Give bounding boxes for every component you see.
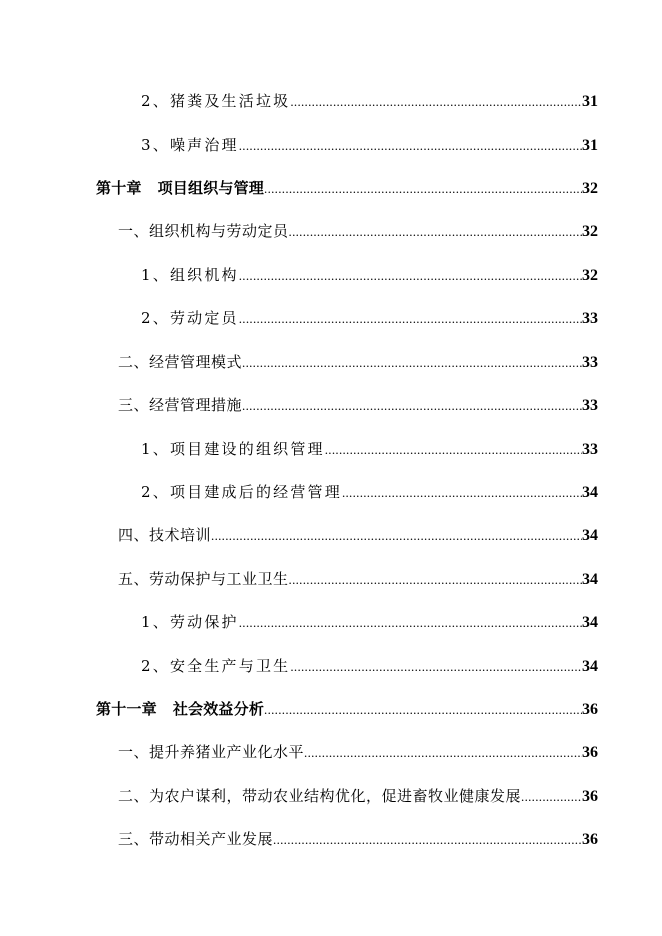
toc-entry[interactable] [141, 90, 598, 116]
toc-entry-title: 五、劳动保护与工业卫生 [118, 570, 289, 588]
toc-dot-leader [242, 398, 582, 414]
toc-entry[interactable] [118, 828, 598, 854]
toc-chapter-title [96, 177, 264, 198]
toc-dot-leader [242, 355, 582, 371]
toc-entry[interactable] [118, 785, 598, 811]
toc-page-number: 36 [582, 744, 598, 761]
toc-dot-leader [264, 702, 582, 718]
toc-chapter-name: 社会效益分析 [172, 700, 265, 718]
toc-page-number: 34 [582, 658, 598, 675]
toc-dot-leader [325, 442, 582, 458]
toc-page-number: 34 [582, 614, 598, 631]
toc-page-number: 34 [582, 484, 598, 501]
toc-page-number: 32 [582, 223, 598, 240]
toc-chapter-entry[interactable] [96, 698, 598, 724]
toc-chapter-entry[interactable] [96, 177, 598, 203]
toc-dot-leader [239, 615, 582, 631]
toc-dot-leader [342, 485, 582, 501]
toc-dot-leader [304, 745, 582, 761]
toc-page-number: 36 [582, 831, 598, 848]
toc-entry-title: 1、项目建设的组织管理 [141, 440, 325, 458]
toc-entry[interactable] [118, 394, 598, 420]
toc-page-number: 34 [582, 571, 598, 588]
toc-entry[interactable] [118, 741, 598, 767]
toc-page-number: 31 [582, 137, 598, 154]
toc-dot-leader [239, 138, 582, 154]
toc-entry[interactable] [141, 438, 598, 464]
toc-entry[interactable] [141, 481, 598, 507]
toc-entry-title: 一、提升养猪业产业化水平 [118, 743, 305, 761]
toc-entry[interactable] [141, 307, 598, 333]
toc-entry[interactable] [118, 524, 598, 550]
toc-dot-leader [290, 94, 582, 110]
toc-entry[interactable] [141, 655, 598, 681]
toc-chapter-number: 第十一章 [96, 700, 157, 718]
toc-entry-title: 3、噪声治理 [141, 136, 239, 154]
toc-page-number: 36 [582, 788, 598, 805]
toc-entry[interactable] [118, 568, 598, 594]
toc-entry-title: 三、带动相关产业发展 [118, 830, 274, 848]
toc-entry[interactable] [141, 611, 598, 637]
toc-entry[interactable] [118, 351, 598, 377]
toc-page-number: 34 [582, 527, 598, 544]
toc-dot-leader [289, 572, 582, 588]
toc-entry-title: 四、技术培训 [118, 526, 212, 544]
toc-page-number: 36 [582, 701, 598, 718]
toc-page-number: 32 [582, 267, 598, 284]
toc-entry-title: 1、组织机构 [141, 266, 239, 284]
toc-entry-title: 2、劳动定员 [141, 309, 239, 327]
toc-dot-leader [239, 311, 582, 327]
toc-page-number: 31 [582, 93, 598, 110]
toc-dot-leader [239, 268, 582, 284]
toc-entry-title: 2、项目建成后的经营管理 [141, 483, 342, 501]
toc-chapter-title [96, 698, 264, 719]
toc-page-number: 33 [582, 310, 598, 327]
toc-entry[interactable] [141, 134, 598, 160]
toc-page-number: 32 [582, 180, 598, 197]
toc-chapter-number: 第十章 [96, 179, 142, 197]
toc-page-number: 33 [582, 397, 598, 414]
toc-entry-title: 二、经营管理模式 [118, 353, 243, 371]
toc-dot-leader [211, 528, 582, 544]
toc-entry-title: 2、安全生产与卫生 [141, 657, 291, 675]
toc-entry[interactable] [141, 264, 598, 290]
toc-entry-title: 1、劳动保护 [141, 613, 239, 631]
toc-entry-title: 二、为农户谋利，带动农业结构优化，促进畜牧业健康发展 [118, 787, 522, 805]
toc-dot-leader [289, 224, 582, 240]
toc-page-number: 33 [582, 441, 598, 458]
toc-dot-leader [273, 832, 582, 848]
toc-dot-leader [264, 181, 582, 197]
toc-entry-title: 三、经营管理措施 [118, 396, 243, 414]
toc-entry[interactable] [118, 220, 598, 246]
toc-chapter-name: 项目组织与管理 [157, 179, 265, 197]
toc-entry-title: 一、组织机构与劳动定员 [118, 222, 289, 240]
toc-dot-leader [521, 789, 582, 805]
toc-page-number: 33 [582, 354, 598, 371]
toc-entry-title: 2、猪粪及生活垃圾 [141, 92, 291, 110]
toc-dot-leader [290, 659, 582, 675]
